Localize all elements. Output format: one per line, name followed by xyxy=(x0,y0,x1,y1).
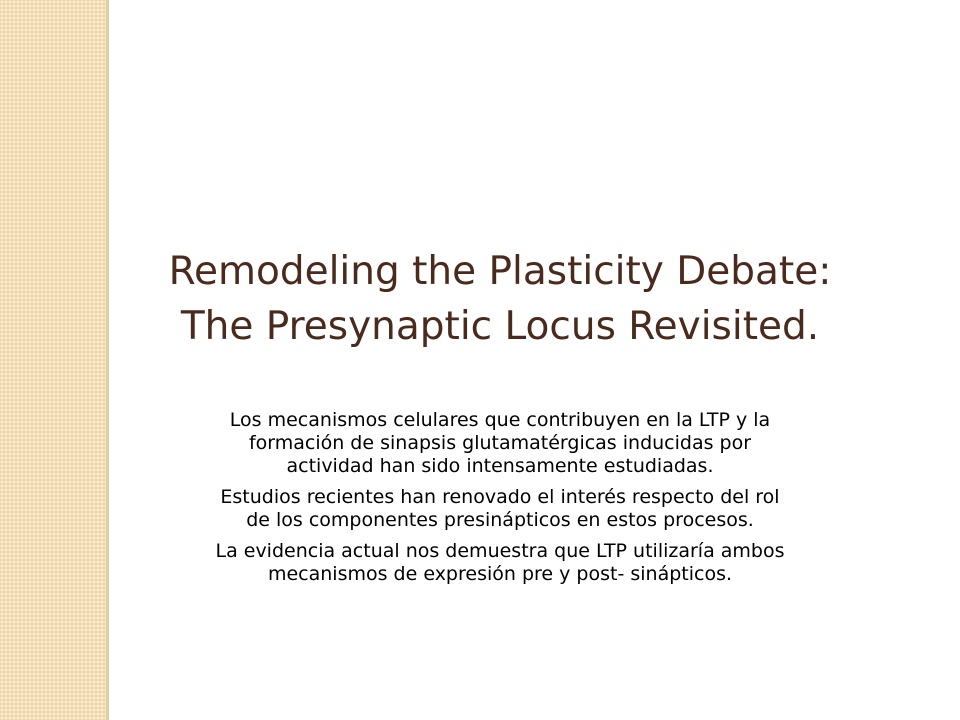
paragraph-line: de los componentes presinápticos en estos procesos. xyxy=(246,509,754,531)
paragraph-recent-studies xyxy=(110,486,890,532)
paragraph-line: La evidencia actual nos demuestra que LTP utilizaría ambos xyxy=(215,540,785,562)
decorative-side-band xyxy=(0,0,106,720)
paragraph-ltp-mechanisms xyxy=(110,409,890,478)
paragraph-line: formación de sinapsis glutamatérgicas inducidas por xyxy=(248,432,752,454)
paragraph-current-evidence xyxy=(110,540,890,586)
title-line-2: The Presynaptic Locus Revisited. xyxy=(180,304,820,349)
slide-title xyxy=(110,244,890,354)
paragraph-line: actividad han sido intensamente estudiadas. xyxy=(286,455,714,477)
paragraph-line: Estudios recientes han renovado el interés respecto del rol xyxy=(220,486,780,508)
title-line-1: Remodeling the Plasticity Debate: xyxy=(168,249,832,294)
side-band-border xyxy=(106,0,109,720)
paragraph-line: mecanismos de expresión pre y post- sinápticos. xyxy=(267,563,733,585)
slide-body xyxy=(110,409,890,594)
paragraph-line: Los mecanismos celulares que contribuyen en la LTP y la xyxy=(229,409,771,431)
